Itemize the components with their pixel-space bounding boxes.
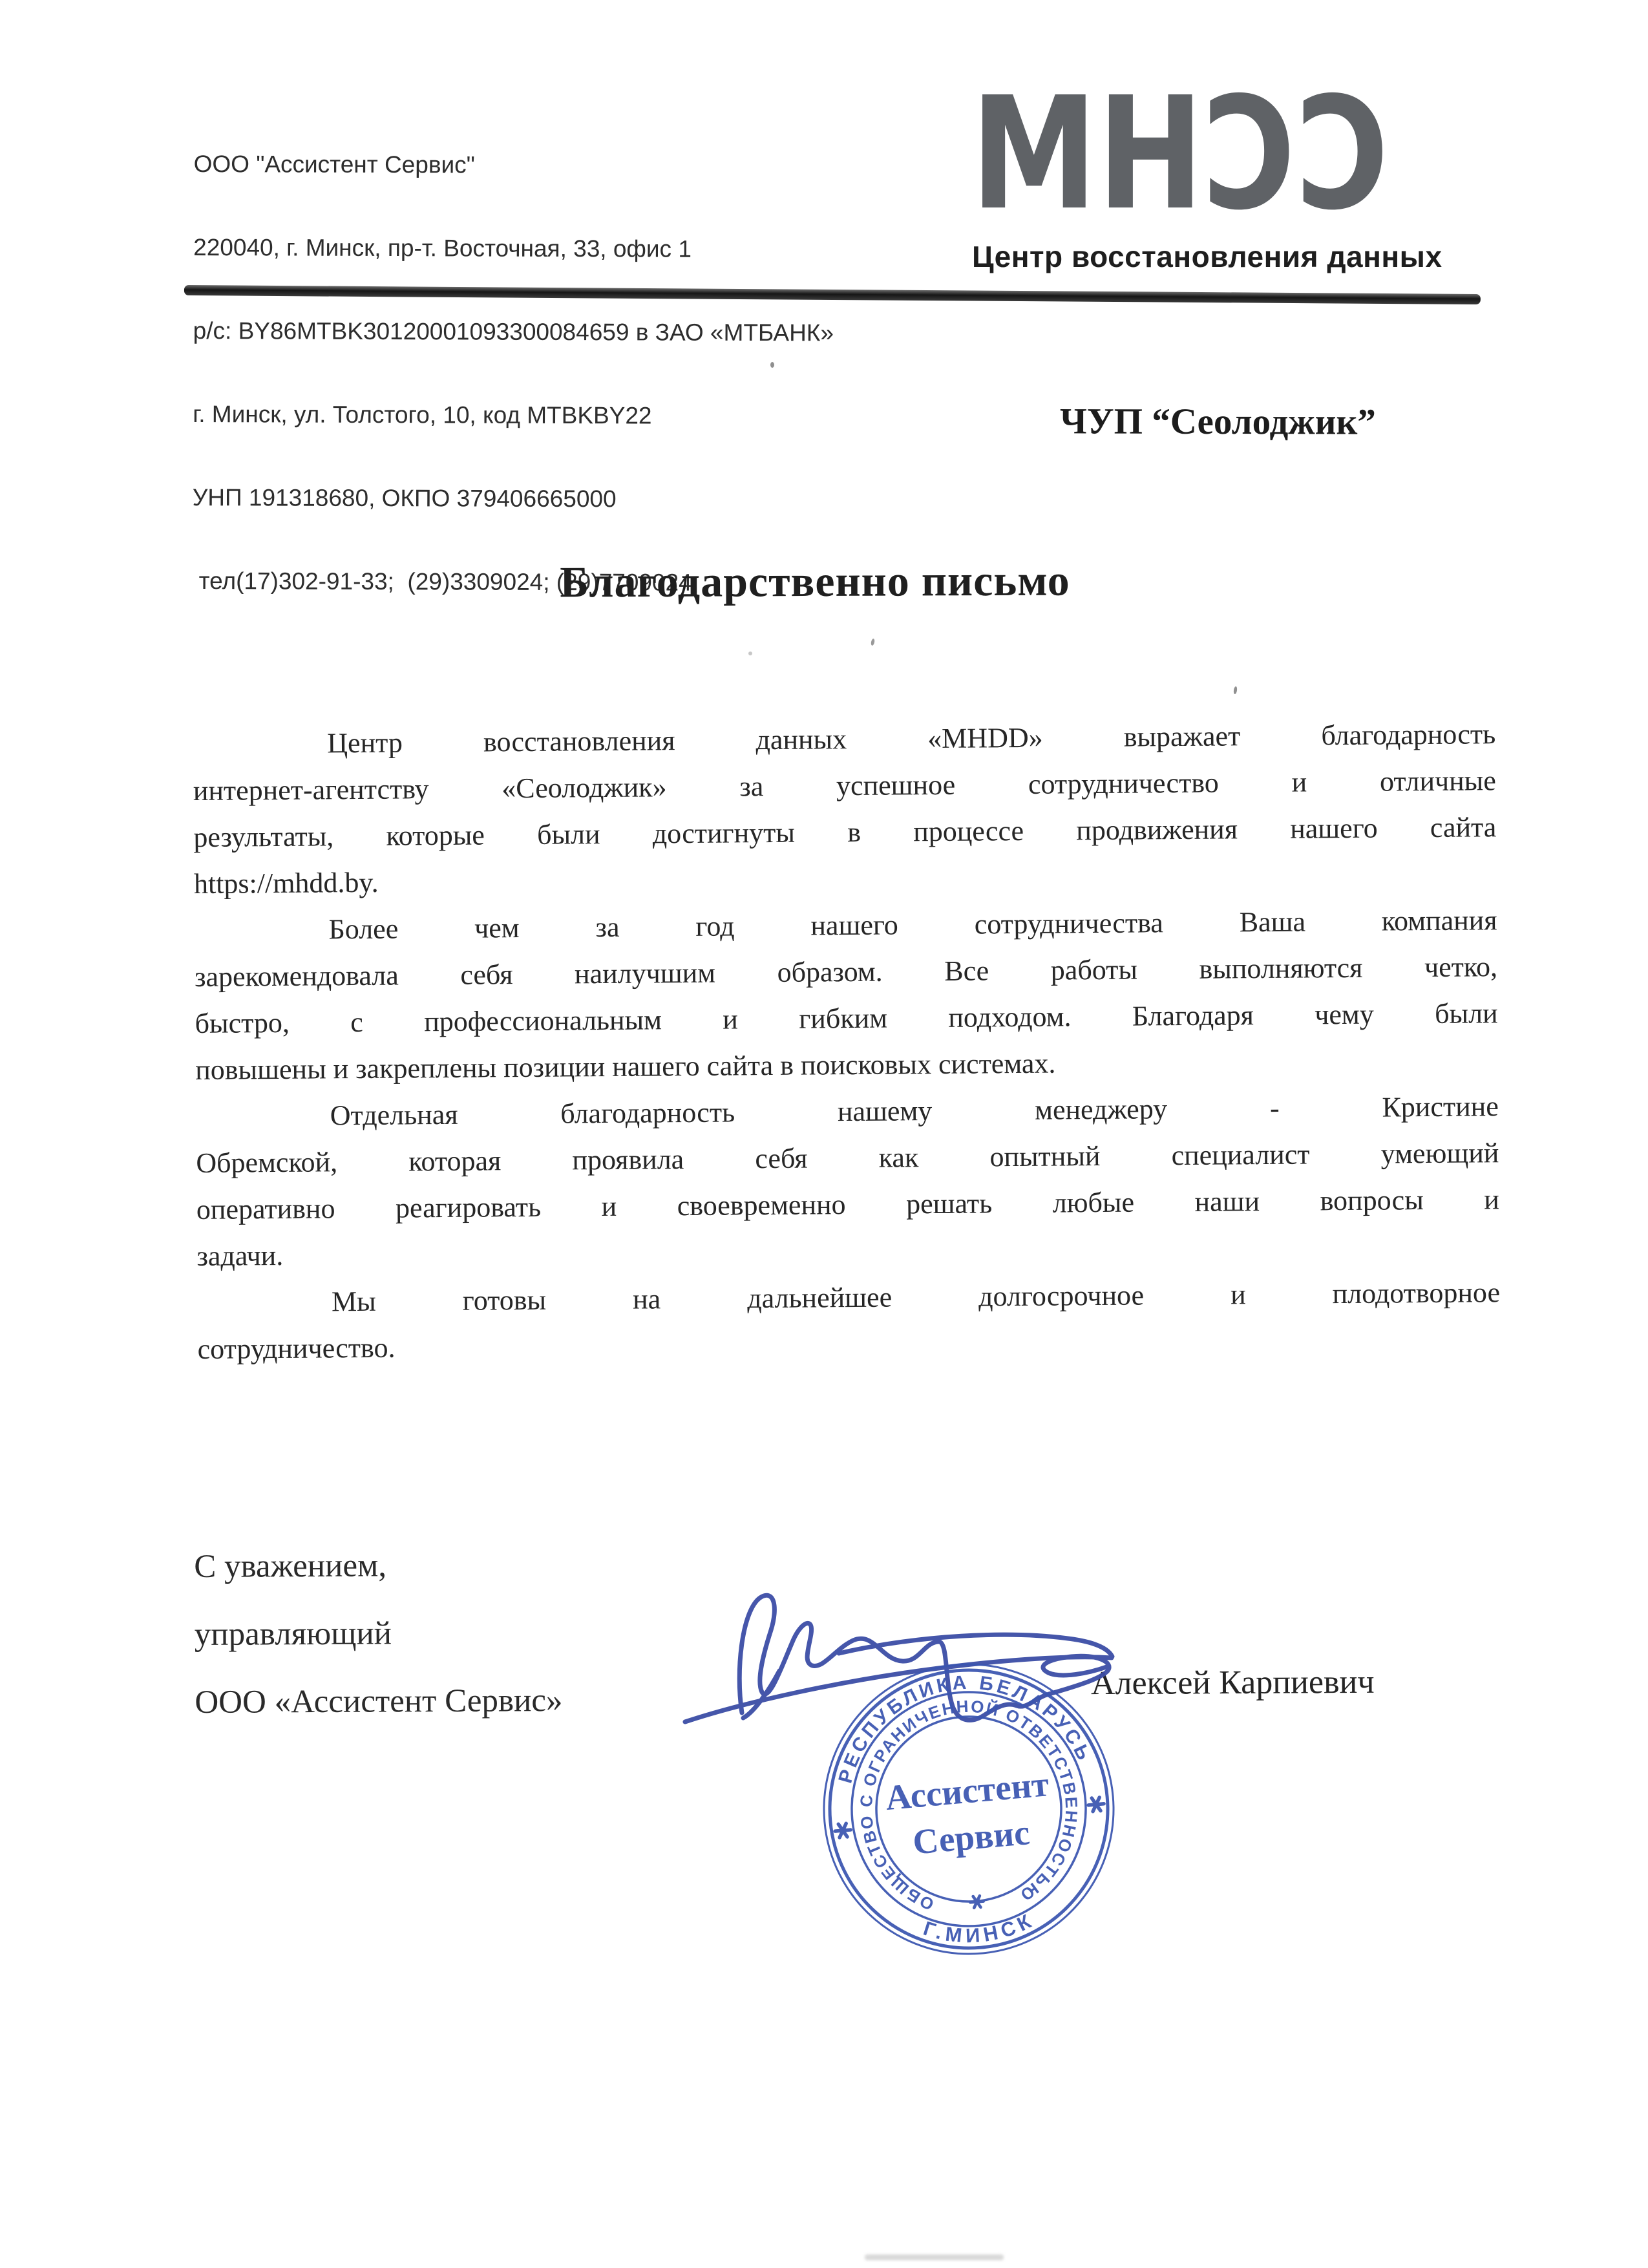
sender-phones: тел(17)302-91-33; (29)3309024; (29)7709024 [192,567,692,596]
scan-speck [770,362,774,368]
scan-speck [871,639,875,646]
body-line: сотрудничество. [197,1331,396,1365]
body-line: Более чем за год нашего сотрудничества Ваша компания [328,904,1497,946]
stamp-center-line2: Сервис [911,1812,1031,1862]
body-line: Мы готовы на дальнейшее долгосрочное и плодотворное [331,1277,1501,1318]
logo-tagline: Центр восстановления данных [972,240,1442,273]
closing-regards: С уважением, [194,1547,387,1585]
scan-smear [865,2254,1004,2260]
body-line: Центр восстановления данных «MHDD» выражает благодарность [327,718,1496,759]
recipient-name: ЧУП “Сеолоджик” [1059,401,1376,443]
sender-address: 220040, г. Минск, пр-т. Восточная, 33, офис 1 [193,233,692,262]
stamp-ring-bottom-text: Г.МИНСК [920,1907,1039,1947]
body-line: Отдельная благодарность нашему менеджеру - Кристине [330,1090,1499,1132]
mhdd-logo: MHƆƆ [971,63,1391,244]
closing-company: ООО «Ассистент Сервис» [195,1682,563,1721]
company-stamp [809,1649,1128,1969]
scan-speck [1233,686,1238,695]
body-line: https://mhdd.by. [193,866,379,900]
sender-registration-numbers: УНП 191318680, ОКПО 379406665000 [192,483,617,513]
letter-title: Благодарственно письмо [560,555,1070,607]
body-line: интернет-агентству «Сеолоджик» за успешное сотрудничество и отличные [193,765,1496,807]
stamp-ring-middle-text: ОБЩЕСТВО С ОГРАНИЧЕННОЙ ОТВЕТСТВЕННОСТЬЮ [856,1696,1082,1914]
body-line: зарекомендовала себя наилучшим образом. Все работы выполняются четко, [194,951,1498,993]
sender-bank-address: г. Минск, ул. Толстого, 10, код MTBKBY22 [193,400,652,429]
stamp-ring-top-text: РЕСПУБЛИКА БЕЛАРУСЬ [834,1671,1096,1786]
body-line: оперативно реагировать и своевременно решать любые наши вопросы и [196,1183,1500,1225]
closing-block [194,1531,563,1737]
letter-body [193,711,1501,1373]
sender-company: ООО "Ассистент Сервис" [193,150,475,178]
body-line: результаты, которые были достигнуты в процессе продвижения нашего сайта [193,811,1497,853]
sender-bank-account: р/с: BY86MTBK30120001093300084659 в ЗАО «МТБАНК» [193,317,834,346]
signer-name: Алексей Карпиевич [1090,1663,1375,1702]
signature-stroke-hook [743,1671,779,1718]
closing-position: управляющий [194,1615,392,1653]
body-line: повышены и закреплены позиции нашего сайта в поисковых системах. [195,1047,1056,1086]
stamp-center-line1: Ассистент [883,1764,1051,1818]
body-line: Обремской, которая проявила себя как опытный специалист умеющий [196,1137,1499,1179]
scan-speck [748,652,752,655]
body-line: задачи. [196,1239,284,1272]
body-line: быстро, с профессиональным и гибким подходом. Благодаря чему были [195,997,1498,1039]
